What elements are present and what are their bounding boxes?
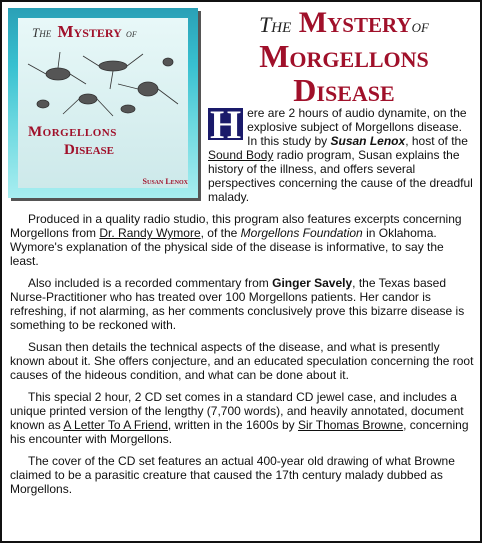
- cover-of: of: [126, 28, 137, 40]
- para5-text-1: This special 2 hour, 2 CD set comes in a standard CD jewel case, and includes a unique printed version of the lengthy (7,700 words), and heavily annotated, document known as: [10, 390, 464, 432]
- para5-text-2: , written in the 1600s by: [167, 418, 298, 432]
- cover-mystery: Mystery: [57, 22, 122, 41]
- intro-text-2: , host of the: [405, 134, 468, 148]
- paragraph-details: Susan then details the technical aspects of the disease, and what is presently known about it. She offers conjecture, and an educated speculation concerning the root causes of the hideous condition, and what can be done about it.: [10, 340, 474, 382]
- parasite-drawing-icon: [18, 44, 188, 124]
- foundation-name: Morgellons Foundation: [240, 226, 363, 240]
- cover-the: The: [32, 25, 52, 40]
- paragraph-cover: The cover of the CD set features an actual 400-year old drawing of what Browne claimed to be a parasitic creature that caused the 17th century malady dubbed as Morgellons.: [10, 454, 455, 496]
- cover-disease: Disease: [64, 142, 114, 158]
- cover-title-top: [32, 22, 137, 42]
- paragraph-wymore: [10, 212, 474, 268]
- cover-morgellons: Morgellons: [28, 124, 117, 140]
- drop-cap: H: [210, 102, 242, 147]
- title-morgellons: Morgellons: [259, 38, 429, 74]
- savely-name: Ginger Savely: [272, 276, 353, 290]
- para3-text-1: Also included is a recorded commentary from: [28, 276, 273, 290]
- para2-text-2: , of the: [200, 226, 241, 240]
- title-the: The: [259, 12, 292, 37]
- intro-text-1: ere are 2 hours of audio dynamite, on the explosive subject of Morgellons disease. In this study by: [247, 106, 467, 148]
- intro-text-3: radio program, Susan explains the history of the illness, and offers several perspectives concerning the cause of the dreadful malady.: [208, 148, 473, 204]
- wymore-link[interactable]: Dr. Randy Wymore: [99, 226, 201, 240]
- title-of: of: [411, 16, 429, 36]
- title-disease: Disease: [293, 72, 395, 108]
- para3-text-2: , the Texas based Nurse-Practitioner who has treated over 100 Morgellons patients. Her candor is refreshing, if not alarming, as her comments conclusively prove this bizarre disease is something to be reckoned with.: [10, 276, 465, 332]
- para2-text-1: Produced in a quality radio studio, this program also features excerpts concerning Morgellons from: [10, 212, 462, 240]
- title-mystery: Mystery: [298, 6, 412, 39]
- author-name: Susan Lenox: [330, 134, 406, 148]
- paragraph-savely: [10, 276, 474, 332]
- para2-text-3: in Oklahoma. Wymore's explanation of the physical side of the disease is informative, to say the least.: [10, 226, 444, 268]
- letter-link[interactable]: A Letter To A Friend: [63, 418, 168, 432]
- cover-author: Susan Lenox: [142, 177, 188, 186]
- cd-cover-image: [8, 8, 198, 198]
- paragraph-cd-set: [10, 390, 474, 446]
- para5-text-3: , concerning his encounter with Morgellons.: [10, 418, 469, 446]
- browne-link[interactable]: Sir Thomas Browne: [297, 418, 404, 432]
- sound-body-link[interactable]: Sound Body: [208, 148, 274, 162]
